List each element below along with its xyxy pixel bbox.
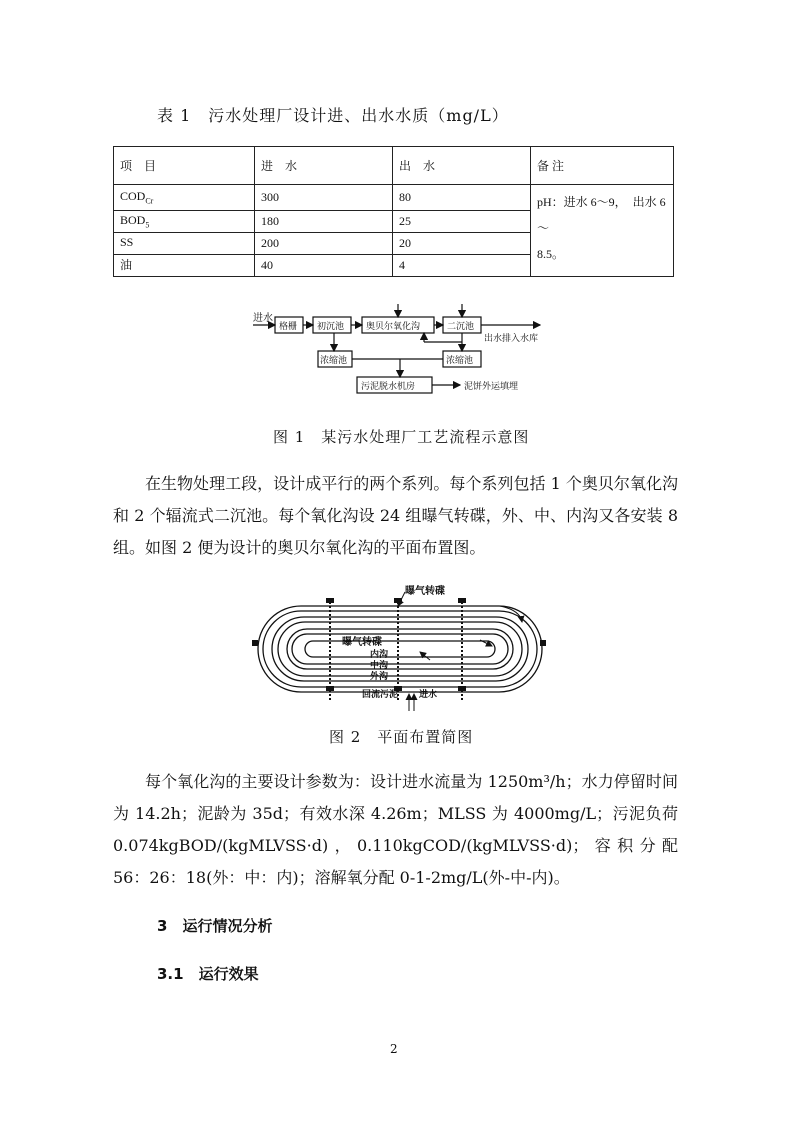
fig2-label-influent: 进水 <box>419 690 438 700</box>
label-screen: 格栅 <box>279 322 298 332</box>
section-3-1-heading: 3.1 运行效果 <box>157 965 259 983</box>
cell-effluent: 4 <box>393 255 531 277</box>
cell-influent: 40 <box>255 255 393 277</box>
fig2-label-middle: 中沟 <box>370 661 389 671</box>
label-secondary: 二沉池 <box>447 322 475 332</box>
header-item: 项 目 <box>114 147 255 185</box>
page-number: 2 <box>390 1042 398 1056</box>
cell-item: $COD_{Cr}$ <box>114 185 255 211</box>
cell-item: 油 <box>114 255 255 277</box>
label-thickener-2: 浓缩池 <box>446 356 474 366</box>
label-inlet: 进水 <box>253 313 273 324</box>
cell-item: SS <box>114 233 255 255</box>
cell-effluent: 80 <box>393 185 531 211</box>
header-effluent: 出 水 <box>393 147 531 185</box>
cell-influent: 180 <box>255 211 393 233</box>
cell-influent: 200 <box>255 233 393 255</box>
note-line-2: 8.5。 <box>537 247 565 261</box>
label-primary: 初沉池 <box>317 322 345 332</box>
label-thickener-1: 浓缩池 <box>320 356 348 366</box>
label-cake: 泥饼外运填埋 <box>464 382 519 392</box>
cell-effluent: 25 <box>393 211 531 233</box>
paragraph-1: 在生物处理工段，设计成平行的两个系列。每个系列包括 1 个奥贝尔氧化沟和 2 个辐流式二沉池。每个氧化沟设 24 组曝气转碟，外、中、内沟又各安装 8 组。如图 2 便为设计的奥贝尔氧化沟的平面布置图。 <box>113 474 678 557</box>
figure-2-caption: 图 2 平面布置简图 <box>329 728 474 746</box>
section-3-heading: 3 运行情况分析 <box>157 917 273 935</box>
fig2-label-inner: 内沟 <box>370 650 389 660</box>
table-caption: 表 1 污水处理厂设计进、出水水质（mg/L） <box>157 106 509 125</box>
paragraph-2: 每个氧化沟的主要设计参数为：设计进水流量为 1250m³/h；水力停留时间为 14.2h；泥龄为 35d；有效水深 4.26m；MLSS 为 4000mg/L；污泥负荷 0.074kgBOD/(kgMLVSS·d)，0.110kgCOD/(kgMLVSS·d)；容积分配 56：26：18(外：中：内)；溶解氧分配 0-1-2mg/L(外-中-内)。 <box>113 772 678 887</box>
header-note: 备 注 <box>531 147 674 185</box>
fig2-label-mid-rotor: 曝气转碟 <box>342 637 382 648</box>
figure-1-caption: 图 1 某污水处理厂工艺流程示意图 <box>273 428 530 446</box>
cell-effluent: 20 <box>393 233 531 255</box>
fig2-label-return-sludge: 回流污泥 <box>362 690 399 700</box>
label-ditch: 奥贝尔氧化沟 <box>366 322 421 332</box>
fig2-label-outer: 外沟 <box>370 672 389 682</box>
cell-item: $BOD_5$ <box>114 211 255 233</box>
label-dewatering: 污泥脱水机房 <box>361 382 416 392</box>
note-line-1: pH：进水 6～9， 出水 6～ <box>537 195 666 235</box>
cell-influent: 300 <box>255 185 393 211</box>
label-outlet: 出水排入水库 <box>484 334 539 344</box>
fig2-label-top-rotor: 曝气转碟 <box>405 586 445 597</box>
header-influent: 进 水 <box>255 147 393 185</box>
